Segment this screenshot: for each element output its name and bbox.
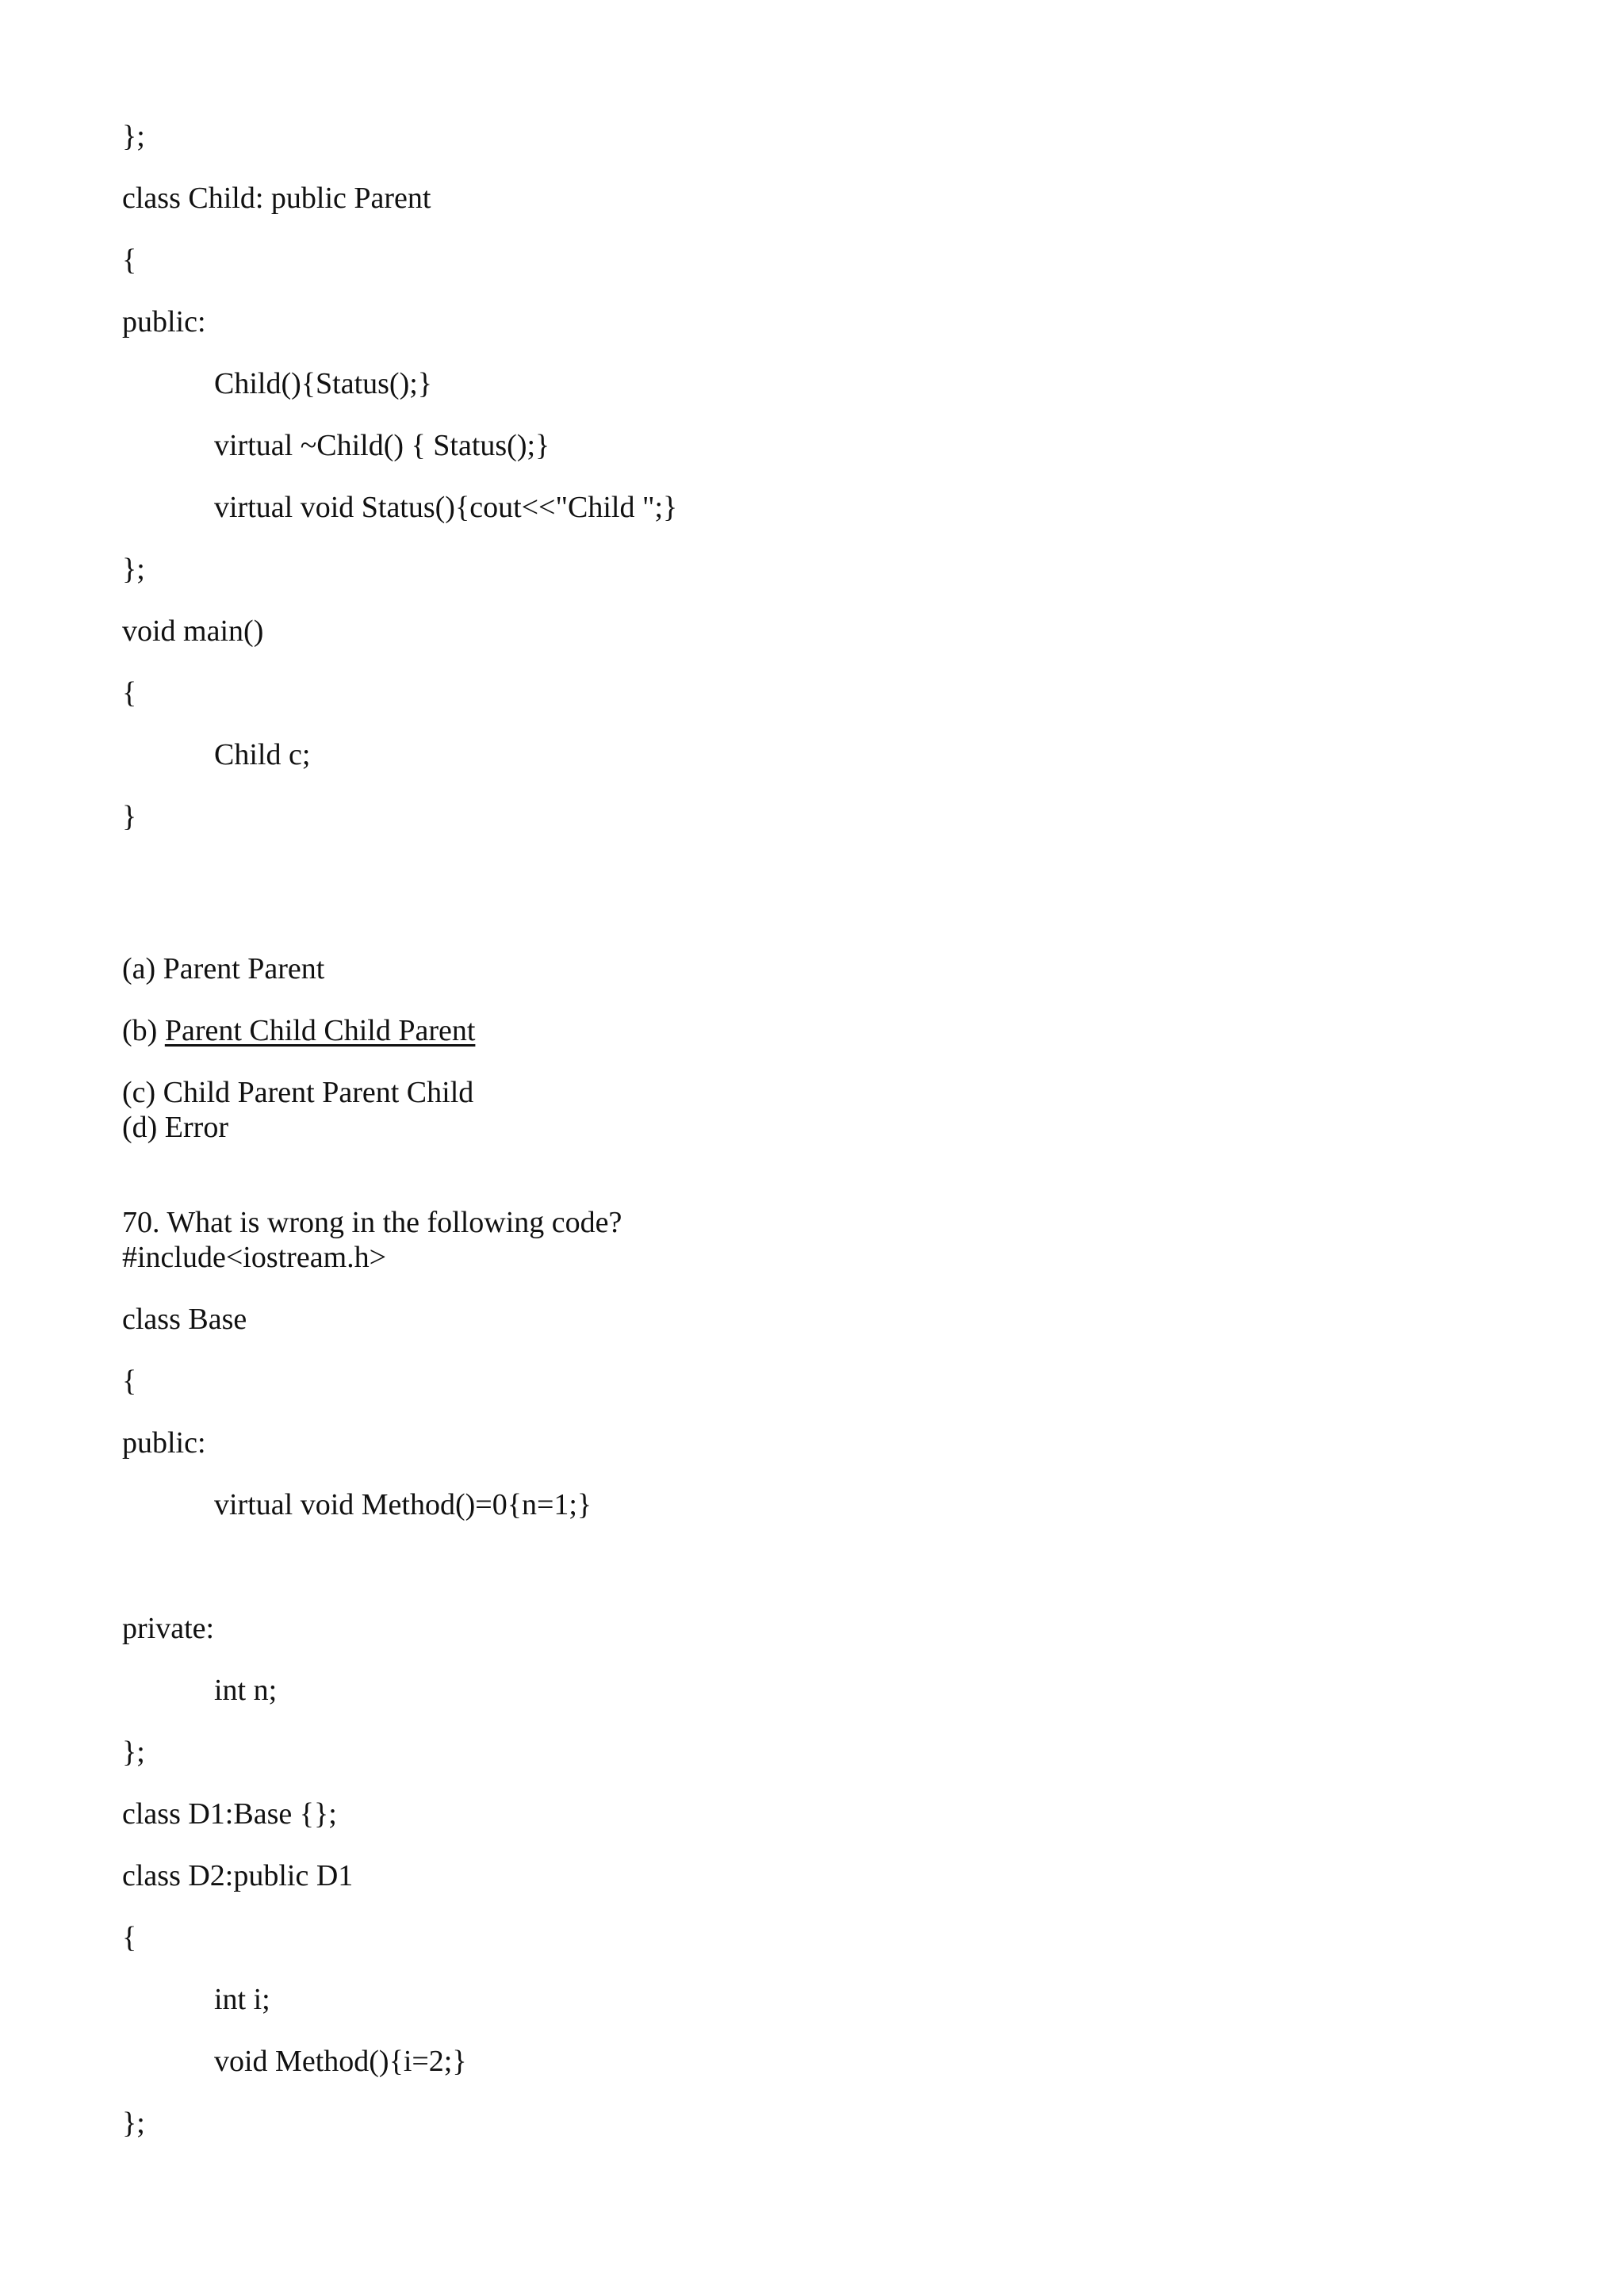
code-line: { xyxy=(122,243,137,277)
code-line: public: xyxy=(122,1426,206,1460)
code-line: void Method(){i=2;} xyxy=(214,2045,467,2078)
code-line: public: xyxy=(122,305,206,339)
code-line: }; xyxy=(122,120,145,153)
code-line: }; xyxy=(122,553,145,586)
code-line: int n; xyxy=(214,1674,278,1707)
option-b-prefix: (b) xyxy=(122,1014,165,1047)
option-b-answer: Parent Child Child Parent xyxy=(164,1014,476,1047)
code-line: }; xyxy=(122,1735,145,1769)
code-line: Child(){Status();} xyxy=(214,367,433,400)
code-line: virtual ~Child() { Status();} xyxy=(214,429,550,462)
code-line: } xyxy=(122,800,137,833)
code-line: class D1:Base {}; xyxy=(122,1797,337,1831)
code-line: virtual void Method()=0{n=1;} xyxy=(214,1488,592,1521)
code-line: class Child: public Parent xyxy=(122,182,431,215)
code-line: void main() xyxy=(122,614,264,648)
option-d: (d) Error xyxy=(122,1111,228,1144)
code-line: virtual void Status(){cout<<"Child ";} xyxy=(214,491,678,524)
option-a: (a) Parent Parent xyxy=(122,952,325,985)
option-b xyxy=(122,1013,475,1048)
code-line: class D2:public D1 xyxy=(122,1859,354,1892)
code-line: { xyxy=(122,676,137,710)
code-line: { xyxy=(122,1921,137,1954)
code-line: Child c; xyxy=(214,738,311,771)
code-line: int i; xyxy=(214,1983,270,2016)
code-line: class Base xyxy=(122,1303,247,1336)
code-line: { xyxy=(122,1364,137,1398)
option-c: (c) Child Parent Parent Child xyxy=(122,1076,474,1109)
question-70-title: 70. What is wrong in the following code? xyxy=(122,1206,622,1239)
code-line: }; xyxy=(122,2107,145,2140)
code-line: private: xyxy=(122,1612,215,1645)
code-line: #include<iostream.h> xyxy=(122,1241,387,1274)
